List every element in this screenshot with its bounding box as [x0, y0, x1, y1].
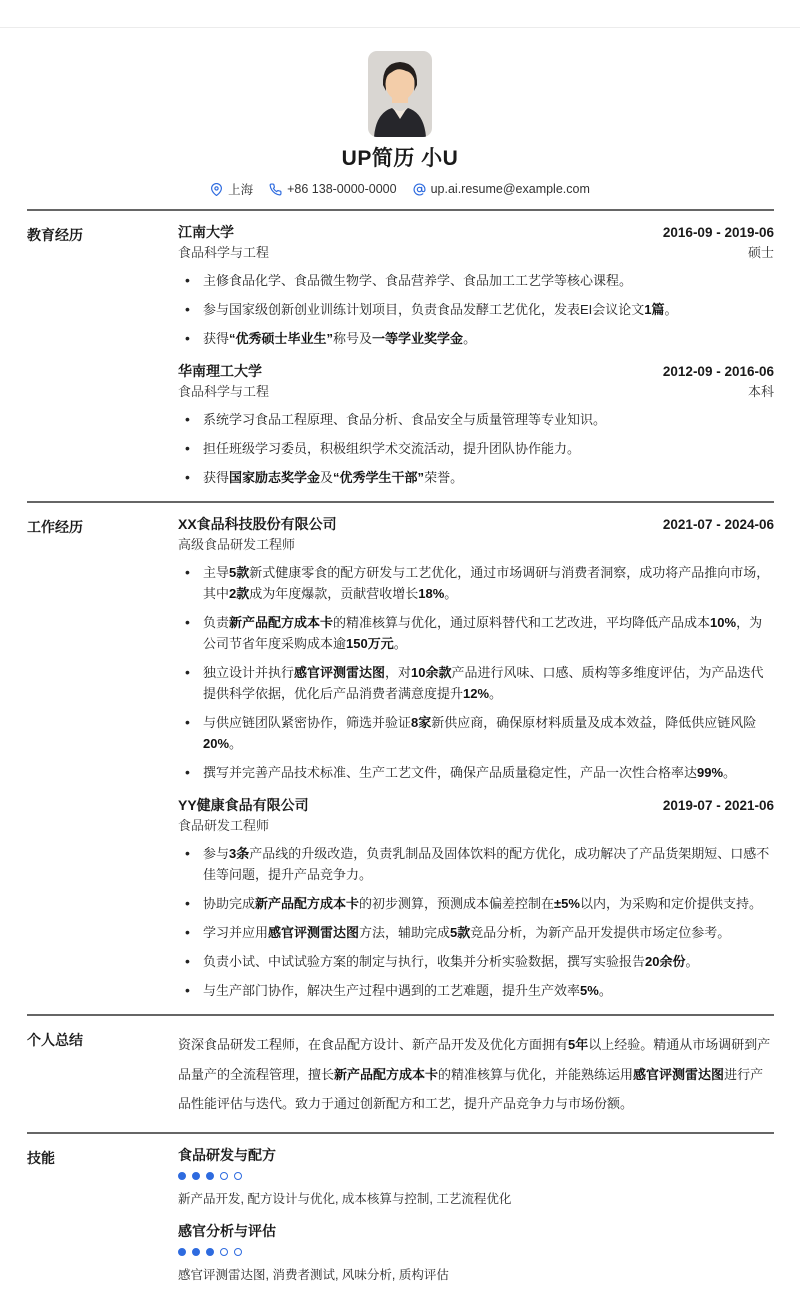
education-date: 2012-09 - 2016-06 [662, 364, 774, 379]
skill-dot-empty [220, 1172, 228, 1180]
skill-item [178, 1146, 774, 1207]
location-text: 上海 [228, 183, 254, 197]
section-title-summary: 个人总结 [27, 1032, 83, 1048]
skill-dot-empty [234, 1172, 242, 1180]
major-name: 食品科学与工程 [178, 245, 270, 260]
education-entry [178, 362, 774, 488]
phone-text: +86 138-0000-0000 [287, 182, 397, 196]
job-title: 高级食品研发工程师 [178, 537, 296, 552]
skill-name: 食品研发与配方 [178, 1146, 276, 1163]
resume-name: UP简历 小U [341, 147, 459, 170]
section-title-skills: 技能 [27, 1149, 55, 1166]
bullet-item: • 参与3条产品线的升级改造，负责乳制品及固体饮料的配方优化，成功解决了产品货架期短、口感不佳等问题，提升产品竞争力。 [178, 843, 774, 885]
section-summary [27, 1014, 774, 1132]
phone-icon [269, 183, 282, 196]
portrait-photo-icon [368, 51, 432, 137]
profile-photo [368, 51, 432, 137]
work-entry [178, 796, 774, 1001]
page-top-edge [0, 0, 800, 28]
work-date: 2021-07 - 2024-06 [662, 517, 774, 532]
summary-text: 资深食品研发工程师，在食品配方设计、新产品开发及优化方面拥有5年以上经验。精通从市场调研到产品量产的全流程管理，擅长新产品配方成本卡的精准核算与优化，并能熟练运用感官评测雷达图进行产品性能评估与迭代。致力于通过创新配方和工艺，提升产品竞争力与市场份额。 [178, 1037, 771, 1111]
school-name: 华南理工大学 [178, 363, 262, 379]
degree-name: 硕士 [747, 245, 774, 260]
skill-dot-filled [206, 1248, 214, 1256]
work-entry [178, 515, 774, 783]
section-skills [27, 1132, 774, 1296]
education-entry [178, 223, 774, 349]
skill-dot-filled [192, 1248, 200, 1256]
section-work [27, 501, 774, 1014]
work-bullet-list [178, 562, 774, 783]
skill-rating [178, 1172, 774, 1181]
skill-dot-filled [178, 1172, 186, 1180]
skill-dot-empty [220, 1248, 228, 1256]
work-content [178, 515, 774, 1001]
company-name: YY健康食品有限公司 [178, 797, 309, 813]
company-name: XX食品科技股份有限公司 [178, 516, 337, 532]
contact-row [0, 180, 800, 198]
skill-rating [178, 1248, 774, 1257]
bullet-item: • 参与国家级创新创业训练计划项目，负责食品发酵工艺优化，发表EI会议论文1篇。 [178, 299, 774, 320]
bullet-item: • 获得“优秀硕士毕业生”称号及一等学业奖学金。 [178, 328, 774, 349]
map-pin-icon [210, 183, 223, 196]
skill-item [178, 1222, 774, 1283]
at-sign-icon [413, 183, 426, 196]
skill-keywords: 感官评测雷达图, 消费者测试, 风味分析, 质构评估 [178, 1267, 449, 1282]
school-name: 江南大学 [178, 224, 234, 240]
contact-location [210, 180, 253, 198]
education-bullet-list [178, 270, 774, 349]
education-content [178, 223, 774, 488]
skill-dot-filled [206, 1172, 214, 1180]
contact-phone [269, 182, 396, 196]
bullet-item: • 主修食品化学、食品微生物学、食品营养学、食品加工工艺学等核心课程。 [178, 270, 774, 291]
bullet-item: • 协助完成新产品配方成本卡的初步测算，预测成本偏差控制在±5%以内，为采购和定价提供支持。 [178, 893, 774, 914]
education-bullet-list [178, 409, 774, 488]
bullet-item: • 担任班级学习委员，积极组织学术交流活动，提升团队协作能力。 [178, 438, 774, 459]
education-date: 2016-09 - 2019-06 [662, 225, 774, 240]
bullet-item: • 与供应链团队紧密协作，筛选并验证8家新供应商，确保原材料质量及成本效益，降低供应链风险20%。 [178, 712, 774, 754]
bullet-item: • 独立设计并执行感官评测雷达图，对10余款产品进行风味、口感、质构等多维度评估，为产品迭代提供科学依据，优化后产品消费者满意度提升12%。 [178, 662, 774, 704]
skill-name: 感官分析与评估 [178, 1222, 276, 1239]
section-title-work: 工作经历 [27, 519, 83, 535]
section-title-education: 教育经历 [27, 227, 83, 243]
bullet-item: • 系统学习食品工程原理、食品分析、食品安全与质量管理等专业知识。 [178, 409, 774, 430]
work-date: 2019-07 - 2021-06 [662, 798, 774, 813]
degree-name: 本科 [747, 384, 774, 399]
email-text: up.ai.resume@example.com [430, 182, 590, 196]
bullet-item: • 撰写并完善产品技术标准、生产工艺文件，确保产品质量稳定性，产品一次性合格率达99%。 [178, 762, 774, 783]
bullet-item: • 学习并应用感官评测雷达图方法，辅助完成5款竞品分析，为新产品开发提供市场定位参考。 [178, 922, 774, 943]
work-bullet-list [178, 843, 774, 1001]
skill-dot-empty [234, 1248, 242, 1256]
section-education [27, 209, 774, 501]
bullet-item: • 负责小试、中试试验方案的制定与执行，收集并分析实验数据，撰写实验报告20余份。 [178, 951, 774, 972]
major-name: 食品科学与工程 [178, 384, 270, 399]
bullet-item: • 获得国家励志奖学金及“优秀学生干部”荣誉。 [178, 467, 774, 488]
contact-email [413, 182, 590, 196]
skill-dot-filled [178, 1248, 186, 1256]
bullet-item: • 与生产部门协作，解决生产过程中遇到的工艺难题，提升生产效率5%。 [178, 980, 774, 1001]
resume-header [0, 28, 800, 209]
bullet-item: • 主导5款新式健康零食的配方研发与工艺优化，通过市场调研与消费者洞察，成功将产品推向市场，其中2款成为年度爆款，贡献营收增长18%。 [178, 562, 774, 604]
job-title: 食品研发工程师 [178, 818, 270, 833]
bullet-item: • 负责新产品配方成本卡的精准核算与优化，通过原料替代和工艺改进，平均降低产品成本10%，为公司节省年度采购成本逾150万元。 [178, 612, 774, 654]
skill-keywords: 新产品开发, 配方设计与优化, 成本核算与控制, 工艺流程优化 [178, 1191, 512, 1206]
skill-dot-filled [192, 1172, 200, 1180]
